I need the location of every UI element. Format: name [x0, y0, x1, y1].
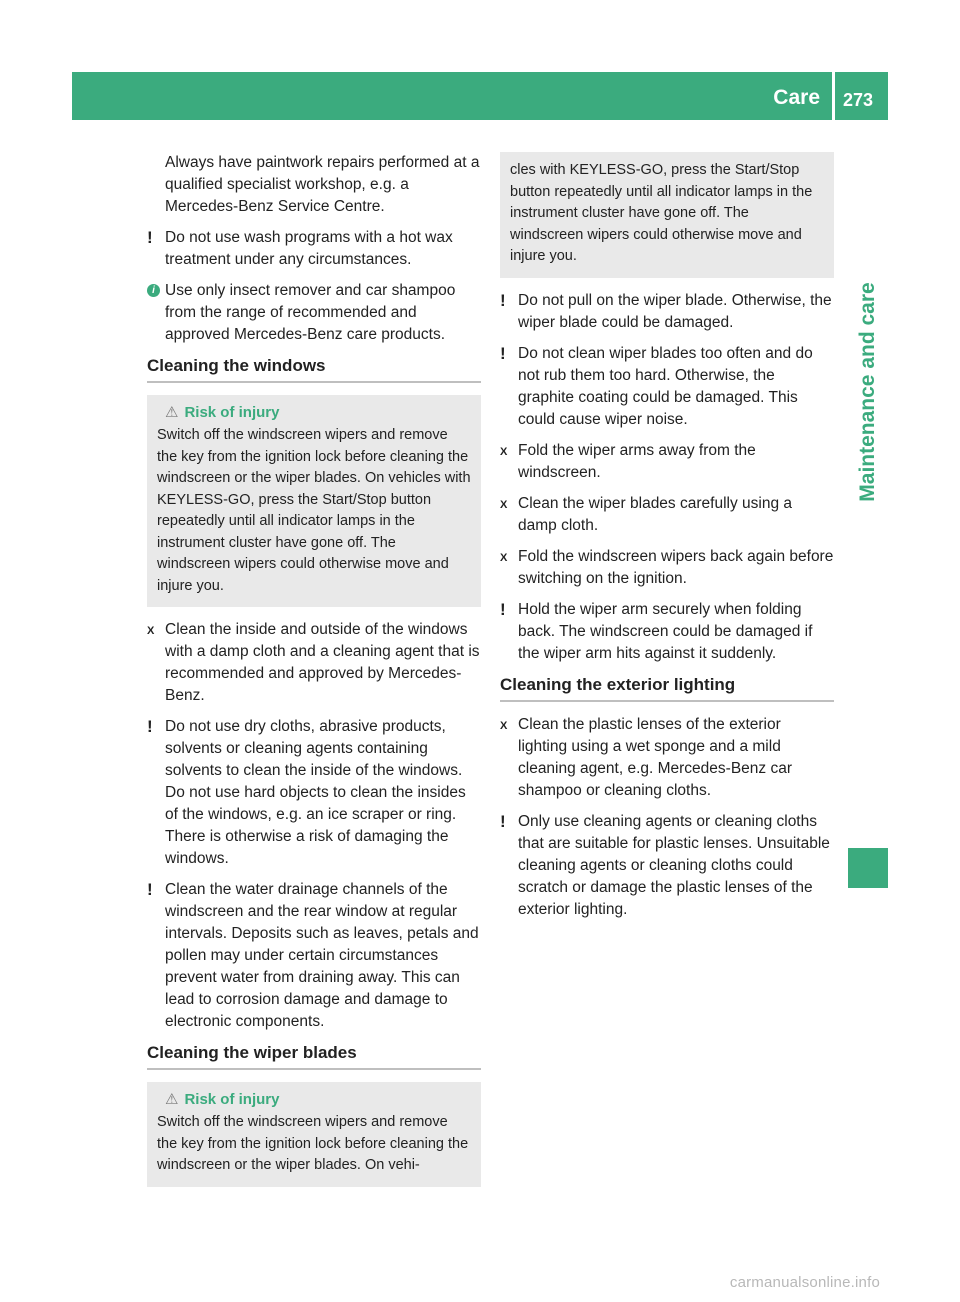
left-column	[147, 152, 481, 1199]
section-title: Care	[773, 86, 820, 109]
step-fold	[500, 440, 834, 484]
watermark: carmanualsonline.info	[729, 1274, 880, 1291]
step-arrow-icon: X	[500, 719, 508, 732]
note-text: Hold the wiper arm securely when folding back. The windscreen could be damaged if the wiper arm hits against it suddenly.	[518, 600, 813, 662]
step-clean-lenses	[500, 714, 834, 802]
warning-text: Switch off the windscreen wipers and remove the key from the ignition lock before cleaning the windscreen or the wiper blades. On vehi-	[157, 1114, 469, 1173]
step-clean-blades	[500, 493, 834, 537]
note-hold	[500, 599, 834, 665]
note-pull	[500, 290, 834, 334]
info-insect	[147, 280, 481, 346]
step-clean-windows	[147, 619, 481, 707]
exclamation-icon: !	[500, 290, 506, 310]
note-text: Do not pull on the wiper blade. Otherwise, the wiper blade could be damaged.	[518, 291, 832, 331]
exclamation-icon: !	[500, 599, 506, 619]
info-icon: i	[147, 284, 160, 297]
warning-box-windows	[147, 395, 481, 607]
warning-title	[157, 403, 471, 421]
right-column	[500, 152, 834, 930]
page-number: 273	[843, 90, 874, 110]
header-bar	[72, 72, 888, 120]
note-text: Only use cleaning agents or cleaning cloths that are suitable for plastic lenses. Unsuitable cleaning agents or cleaning cloths could scratch or damage the plastic lenses of the exterior lighting.	[518, 812, 830, 918]
warning-triangle-icon: ⚠	[165, 404, 179, 421]
step-text: Clean the plastic lenses of the exterior lighting using a wet sponge and a mild cleaning agent, e.g. Mercedes-Benz car shampoo or cleaning cloths.	[518, 715, 792, 799]
step-arrow-icon: X	[500, 551, 508, 564]
step-arrow-icon: X	[500, 498, 508, 511]
heading-cleaning-windows: Cleaning the windows	[147, 355, 481, 383]
step-arrow-icon: X	[147, 625, 155, 637]
info-text: Use only insect remover and car shampoo from the range of recommended and approved Mercedes-Benz care products.	[165, 282, 456, 343]
note-text: Do not use dry cloths, abrasive products, solvents or cleaning agents containing solvents to clean the inside of the windows. Do not use hard objects to clean the insides of the windows, e.g. an ice scraper or ring. There is otherwise a risk of damaging the windows.	[165, 718, 466, 867]
exclamation-icon: !	[500, 811, 506, 831]
warning-title-text: Risk of injury	[184, 1091, 280, 1108]
warning-text: Switch off the windscreen wipers and remove the key from the ignition lock before cleaning the windscreen or the wiper blades. On vehicles with KEYLESS-GO, press the Start/Stop button repeatedly until all indicator lamps in the instrument cluster have gone off. The windscreen wipers could otherwise move and injure you.	[157, 427, 471, 594]
note-dry-cloths	[147, 716, 481, 870]
note-rub	[500, 343, 834, 431]
step-text: Fold the wiper arms away from the windscreen.	[518, 441, 756, 481]
exclamation-icon: !	[147, 880, 153, 899]
note-text: Do not use wash programs with a hot wax treatment under any circumstances.	[165, 229, 453, 268]
warning-text: cles with KEYLESS-GO, press the Start/Stop button repeatedly until all indicator lamps in the instrument cluster have gone off. The windscreen wipers could otherwise move and injure you.	[510, 162, 813, 264]
step-text: Fold the windscreen wipers back again before switching on the ignition.	[518, 547, 834, 587]
exclamation-icon: !	[147, 228, 153, 247]
heading-cleaning-lighting: Cleaning the exterior lighting	[500, 674, 834, 702]
step-text: Clean the inside and outside of the windows with a damp cloth and a cleaning agent that is recommended and approved by Mercedes-Benz.	[165, 621, 480, 704]
warning-title	[157, 1090, 471, 1108]
side-tab-label: Maintenance and care	[856, 282, 879, 502]
note-wax	[147, 227, 481, 271]
note-drainage	[147, 879, 481, 1033]
intro-paragraph: Always have paintwork repairs performed at a qualified specialist workshop, e.g. a Mercedes-Benz Service Centre.	[165, 154, 480, 215]
header-divider	[832, 72, 835, 120]
note-text: Clean the water drainage channels of the windscreen and the rear window at regular intervals. Deposits such as leaves, petals and pollen may under certain circumstances prevent water from draining away. This can lead to corrosion damage and damage to electronic components.	[165, 881, 479, 1030]
note-lenses	[500, 811, 834, 921]
step-arrow-icon: X	[500, 445, 508, 458]
warning-triangle-icon: ⚠	[165, 1091, 179, 1108]
exclamation-icon: !	[147, 717, 153, 736]
step-text: Clean the wiper blades carefully using a damp cloth.	[518, 494, 792, 534]
heading-cleaning-wipers: Cleaning the wiper blades	[147, 1042, 481, 1070]
exclamation-icon: !	[500, 343, 506, 363]
side-tab-marker	[848, 848, 888, 888]
warning-box-wipers	[147, 1082, 481, 1187]
warning-box-continued	[500, 152, 834, 278]
note-text: Do not clean wiper blades too often and do not rub them too hard. Otherwise, the graphite coating could be damaged. This could cause wiper noise.	[518, 344, 813, 428]
warning-title-text: Risk of injury	[184, 404, 280, 421]
step-fold-back	[500, 546, 834, 590]
